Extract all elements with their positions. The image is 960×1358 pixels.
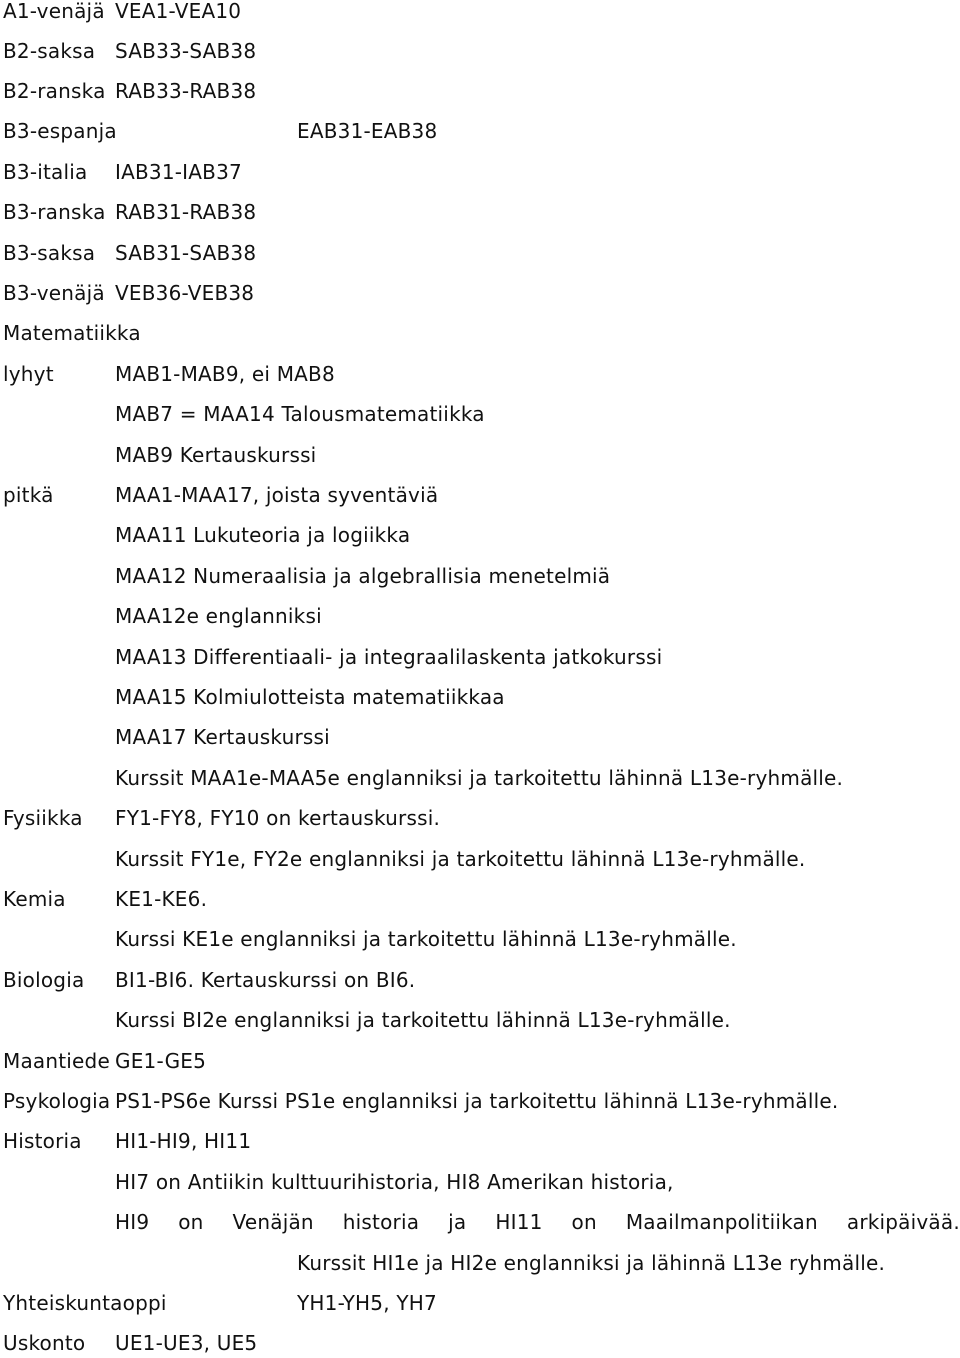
history-label: Historia [3, 1129, 82, 1153]
math-long-label: pitkä [3, 483, 54, 507]
history-word: HI11 [495, 1210, 543, 1234]
history-word: ja [448, 1210, 467, 1234]
course-range: RAB33-RAB38 [115, 79, 257, 103]
subject-label: B3-italia [3, 160, 88, 184]
chemistry-line: KE1-KE6. [115, 887, 208, 911]
history-word: historia [342, 1210, 420, 1234]
history-word: Venäjän [232, 1210, 314, 1234]
subject-label: B3-saksa [3, 241, 96, 265]
physics-line: FY1-FY8, FY10 on kertauskurssi. [115, 806, 441, 830]
biology-label: Biologia [3, 968, 85, 992]
math-short-line: MAB1-MAB9, ei MAB8 [115, 362, 335, 386]
physics-line: Kurssit FY1e, FY2e englanniksi ja tarkoitettu lähinnä L13e-ryhmälle. [115, 847, 806, 871]
math-long-line: MAA12e englanniksi [115, 604, 322, 628]
geography-value: GE1-GE5 [115, 1049, 207, 1073]
civics-value: YH1-YH5, YH7 [297, 1291, 437, 1315]
math-long-line: Kurssit MAA1e-MAA5e englanniksi ja tarkoitettu lähinnä L13e-ryhmälle. [115, 766, 844, 790]
psychology-label: Psykologia [3, 1089, 111, 1113]
history-line [115, 1207, 960, 1237]
history-word: on [178, 1210, 204, 1234]
physics-label: Fysiikka [3, 806, 83, 830]
civics-label: Yhteiskuntaoppi [3, 1291, 167, 1315]
course-range: SAB33-SAB38 [115, 39, 257, 63]
math-long-line: MAA11 Lukuteoria ja logiikka [115, 523, 411, 547]
course-range: VEB36-VEB38 [115, 281, 255, 305]
subject-label: B2-saksa [3, 39, 96, 63]
religion-label: Uskonto [3, 1331, 86, 1355]
history-word: arkipäivää. [846, 1210, 960, 1234]
math-long-line: MAA13 Differentiaali- ja integraalilaskenta jatkokurssi [115, 645, 663, 669]
chemistry-line: Kurssi KE1e englanniksi ja tarkoitettu lähinnä L13e-ryhmälle. [115, 927, 737, 951]
subject-label: B2-ranska [3, 79, 106, 103]
history-line: HI1-HI9, HI11 [115, 1129, 252, 1153]
math-short-line: MAB9 Kertauskurssi [115, 443, 317, 467]
history-word: on [571, 1210, 597, 1234]
math-long-line: MAA15 Kolmiulotteista matematiikkaa [115, 685, 505, 709]
course-range: EAB31-EAB38 [297, 119, 438, 143]
history-line: HI7 on Antiikin kulttuurihistoria, HI8 Amerikan historia, [115, 1170, 674, 1194]
math-heading: Matematiikka [3, 321, 141, 345]
subject-label: B3-espanja [3, 119, 117, 143]
history-word: Maailmanpolitiikan [625, 1210, 818, 1234]
math-short-label: lyhyt [3, 362, 54, 386]
history-line: Kurssit HI1e ja HI2e englanniksi ja lähinnä L13e ryhmälle. [297, 1251, 886, 1275]
course-range: RAB31-RAB38 [115, 200, 257, 224]
geography-label: Maantiede [3, 1049, 110, 1073]
course-range: SAB31-SAB38 [115, 241, 257, 265]
math-long-line: MAA1-MAA17, joista syventäviä [115, 483, 439, 507]
biology-line: BI1-BI6. Kertauskurssi on BI6. [115, 968, 416, 992]
subject-label: B3-ranska [3, 200, 106, 224]
religion-value: UE1-UE3, UE5 [115, 1331, 258, 1355]
subject-label: B3-venäjä [3, 281, 105, 305]
math-short-line: MAB7 = MAA14 Talousmatematiikka [115, 402, 485, 426]
course-range: IAB31-IAB37 [115, 160, 242, 184]
subject-label: A1-venäjä [3, 0, 105, 23]
chemistry-label: Kemia [3, 887, 66, 911]
psychology-value: PS1-PS6e Kurssi PS1e englanniksi ja tarkoitettu lähinnä L13e-ryhmälle. [115, 1089, 839, 1113]
math-long-line: MAA12 Numeraalisia ja algebrallisia menetelmiä [115, 564, 611, 588]
course-range: VEA1-VEA10 [115, 0, 242, 23]
biology-line: Kurssi BI2e englanniksi ja tarkoitettu lähinnä L13e-ryhmälle. [115, 1008, 731, 1032]
history-word: HI9 [115, 1210, 150, 1234]
math-long-line: MAA17 Kertauskurssi [115, 725, 330, 749]
